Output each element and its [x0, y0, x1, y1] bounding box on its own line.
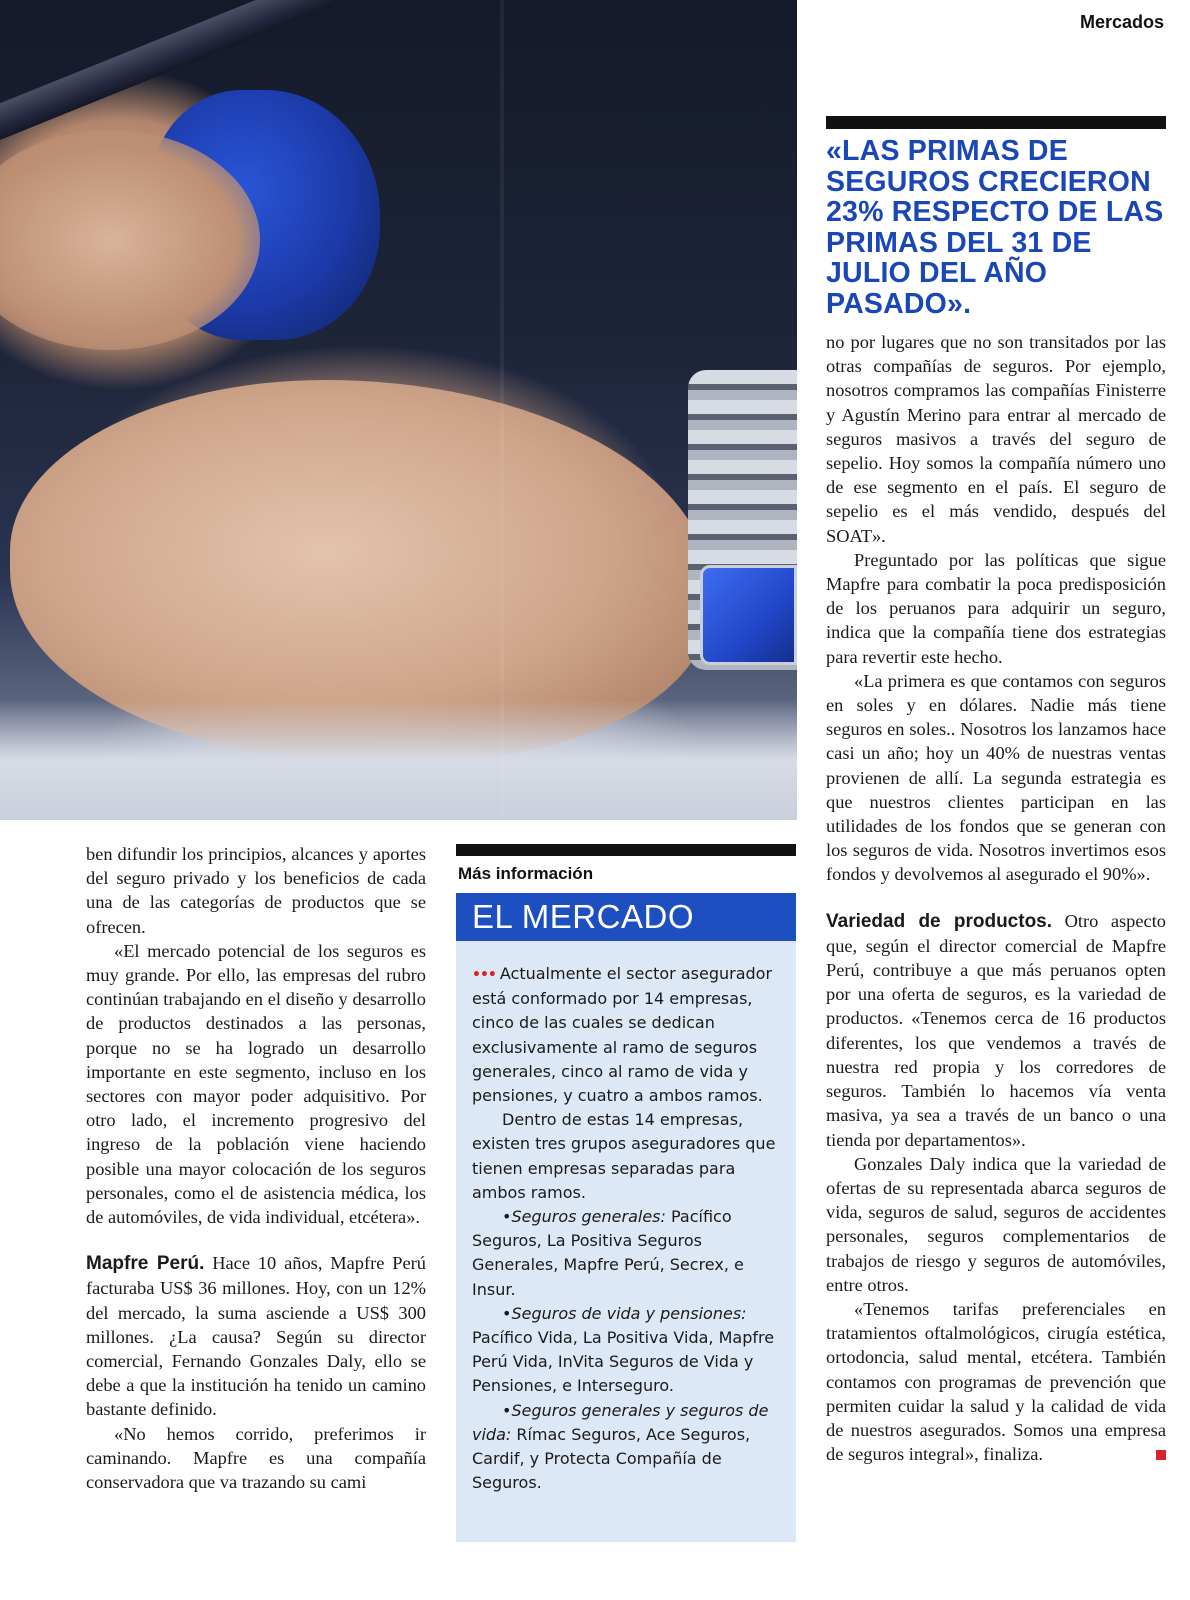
bullet-dots-icon: •••	[472, 967, 496, 983]
right-column	[826, 330, 1166, 1466]
variedad-subhead: Variedad de productos.	[826, 910, 1053, 932]
left-paragraph-2: «El mercado potencial de los seguros es muy grande. Por ello, las empresas del rubro continúan trabajando en el diseño y desarrollo de productos destinados a las personas, porque no se ha logrado un desarrollo importante en este segmento, incluso en los sectores con mayor poder adquisitivo. Por otro lado, el incremento progresivo del ingreso de la población viene haciendo posible una mayor colocación de los seguros personales, como el de asistencia médica, los de automóviles, de vida individual, etcétera».	[86, 940, 426, 1228]
left-paragraph-3	[86, 1251, 426, 1421]
sidebar-paragraph-1	[472, 962, 784, 1108]
sidebar-group-2-text: Pacífico Vida, La Positiva Vida, Mapfre Perú Vida, InVita Seguros de Vida y Pensiones, e Interseguro.	[472, 1328, 775, 1396]
right-paragraph-2: Preguntado por las políticas que sigue Mapfre para combatir la poca predisposición de los peruanos para adquirir un seguro, indica que la compañía tiene dos estrategias para revertir este hecho.	[826, 549, 1166, 667]
sidebar-group-2	[472, 1302, 784, 1399]
right-paragraph-5: Gonzales Daly indica que la variedad de ofertas de su representada abarca seguros de vida, seguros de salud, seguros de accidentes personales, seguros complementarios de trabajos de riesgo y seguros de automóviles, entre otros.	[826, 1153, 1166, 1295]
left-paragraph-3-text: Hace 10 años, Mapfre Perú facturaba US$ 36 millones. Hoy, con un 12% del mercado, la suma asciende a US$ 300 millones. ¿La causa? Según su director comercial, Fernando Gonzales Daly, ello se debe a que la institución ha tenido un camino bastante definido.	[86, 1253, 426, 1420]
left-column	[86, 842, 426, 1494]
right-paragraph-1: no por lugares que no son transitados por las otras compañías de seguros. Por ejemplo, nosotros compramos las compañías Finisterre y Agustín Merino para entrar al mercado de seguros masivos a través del seguro de sepelio. Hoy somos la compañía número uno de ese segmento en el país. El seguro de sepelio es el más vendido, después del SOAT».	[826, 332, 1166, 546]
end-mark-icon	[1156, 1450, 1166, 1460]
sidebar-paragraph-2: Dentro de estas 14 empresas, existen tres grupos aseguradores que tienen empresas separadas para ambos ramos.	[472, 1110, 776, 1202]
section-label: Mercados	[1079, 12, 1164, 32]
pull-quote: «LAS PRIMAS DE SEGUROS CRECIERON 23% RESPECTO DE LAS PRIMAS DEL 31 DE JULIO DEL AÑO PASADO».	[826, 135, 1164, 320]
sidebar-kicker: Más información	[458, 864, 594, 883]
sidebar-paragraph-1-text: Actualmente el sector asegurador está conformado por 14 empresas, cinco de las cuales se dedican exclusivamente al ramo de seguros generales, cinco al ramo de vida y pensiones, y cuatro a ambos ramos.	[472, 964, 773, 1106]
sidebar-group-3-label: •Seguros generales y seguros de vida:	[472, 1400, 769, 1444]
sidebar-rule	[456, 844, 796, 856]
right-paragraph-3: «La primera es que contamos con seguros en soles y en dólares. Nadie más tiene seguros en soles.. Nosotros los lanzamos hace casi un año; hoy un 40% de nuestras ventas provienen de allí. La segunda estrategia es que nuestros clientes participan en las utilidades de los fondos que se generan con los seguros de vida. Nosotros invertimos esos fondos y devolvemos al asegurado el 90%».	[826, 670, 1166, 885]
sidebar-title: EL MERCADO	[456, 893, 796, 941]
sidebar-group-2-label: •Seguros de vida y pensiones:	[502, 1303, 747, 1323]
watch-face-shape	[700, 565, 797, 665]
hand-writing-photo	[0, 0, 797, 820]
page-seam	[500, 0, 504, 820]
sidebar-group-1	[472, 1205, 784, 1302]
sidebar-group-1-text: Pacífico Seguros, La Positiva Seguros Generales, Mapfre Perú, Secrex, e Insur.	[472, 1207, 744, 1299]
right-paragraph-4-text: Otro aspecto que, según el director comercial de Mapfre Perú, contribuye a que más peruanos opten por una oferta de seguros, es la variedad de productos. «Tenemos cerca de 16 productos diferentes, los que vendemos a través de nuestra red propia y los corredores de seguros. También lo hacemos vía venta masiva, ya sea a través de un banco o una tienda por departamentos».	[826, 910, 1166, 1150]
sidebar-group-3	[472, 1399, 784, 1496]
sidebar-group-3-text: Rímac Seguros, Ace Seguros, Cardif, y Protecta Compañía de Seguros.	[472, 1424, 751, 1493]
mapfre-peru-subhead: Mapfre Perú.	[86, 1253, 205, 1275]
paper-surface-shape	[0, 700, 797, 820]
right-paragraph-6	[826, 1297, 1166, 1466]
right-paragraph-6-text: «Tenemos tarifas preferenciales en tratamientos oftalmológicos, cirugía estética, ortodoncia, salud mental, etcétera. También contamos con programas de prevención que permiten cuidar la salud y la calidad de vida de nuestros asegurados. Somos una empresa de seguros integral», finaliza.	[826, 1298, 1166, 1465]
sidebar-text	[472, 962, 784, 1495]
sidebar-group-1-label: •Seguros generales:	[502, 1207, 666, 1227]
right-paragraph-4	[826, 909, 1166, 1152]
left-paragraph-4: «No hemos corrido, preferimos ir caminando. Mapfre es una compañía conservadora que va trazando su cami	[86, 1423, 426, 1493]
left-paragraph-1: ben difundir los principios, alcances y aportes del seguro privado y los beneficios de cada una de las categorías de productos que se ofrecen.	[86, 844, 426, 937]
pull-quote-rule	[826, 116, 1166, 129]
